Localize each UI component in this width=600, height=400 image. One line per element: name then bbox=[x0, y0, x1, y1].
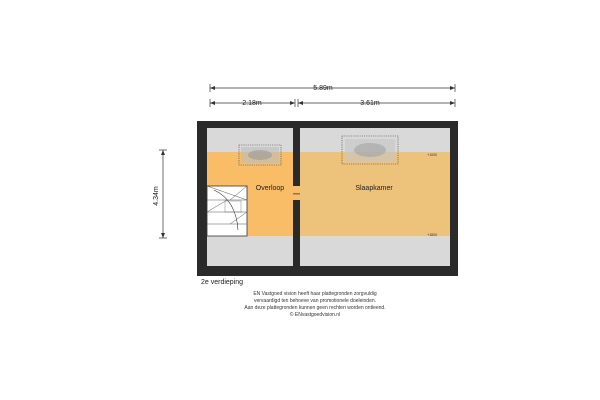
skylight-right bbox=[342, 136, 398, 164]
right-width-label: 3.61m bbox=[360, 100, 380, 107]
disclaimer-line: Aan deze plattegronden kunnen geen rechten worden ontleend. bbox=[244, 305, 386, 311]
room-label-landing: Overloop bbox=[255, 185, 285, 192]
height-mark-upper: +1000 bbox=[427, 153, 437, 157]
bedroom-floor bbox=[300, 152, 450, 236]
depth-label: 4.34m bbox=[153, 186, 160, 206]
disclaimer-line: EN Vastgoed vision heeft haar plattegronden zorgvuldig bbox=[253, 291, 377, 297]
door-frame bbox=[293, 193, 300, 195]
room-label-bedroom: Slaapkamer bbox=[355, 185, 393, 192]
floor-caption: 2e verdieping bbox=[201, 279, 244, 286]
height-mark-lower: +1800 bbox=[427, 233, 437, 237]
skylight-left bbox=[239, 145, 281, 165]
total-width-label: 5.89m bbox=[313, 85, 333, 92]
disclaimer-copyright: © ENvastgoedvision.nl bbox=[289, 312, 341, 318]
left-width-label: 2.18m bbox=[242, 100, 262, 107]
disclaimer bbox=[0, 291, 600, 319]
disclaimer-line: vervaardigd ten behoeve van promotionele doeleinden. bbox=[253, 298, 377, 304]
depth-dimension bbox=[159, 150, 167, 238]
staircase bbox=[207, 186, 247, 236]
